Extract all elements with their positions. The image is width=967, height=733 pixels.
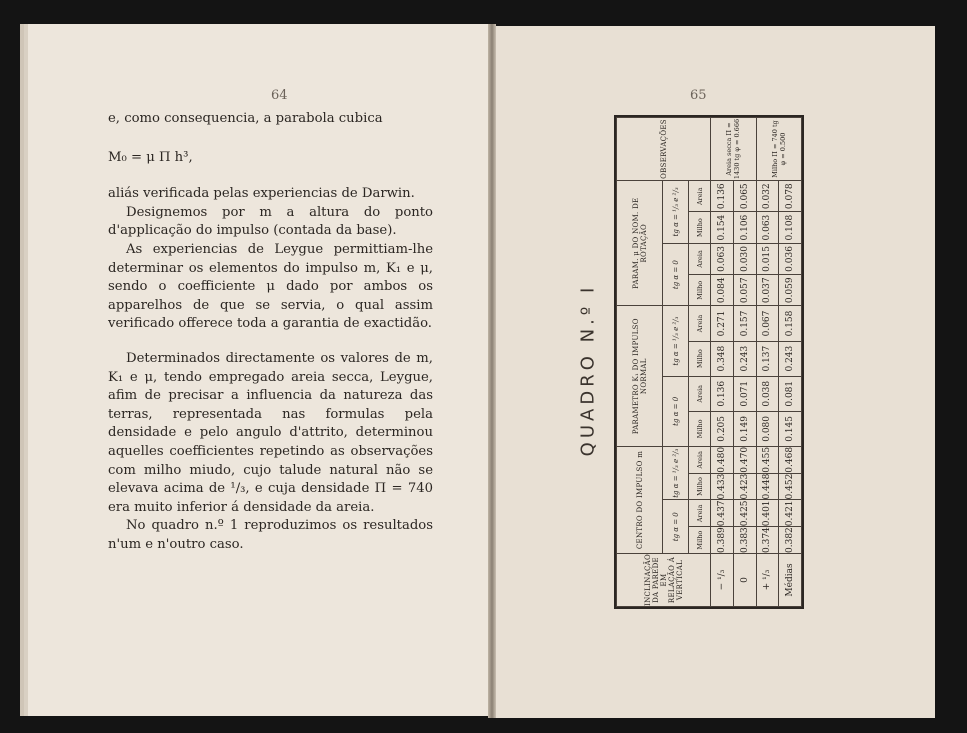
table-row (756, 118, 779, 607)
table-cell: 0.106 (733, 212, 756, 243)
paragraph: No quadro n.º 1 reproduzimos os resultados n'um e n'outro caso. (108, 518, 433, 552)
table-cell: 0.157 (733, 306, 756, 341)
table-cell: 0.081 (779, 376, 802, 411)
table-cell: 0.158 (779, 306, 802, 341)
table-cell: 0.243 (733, 341, 756, 376)
table-cell: 0.455 (756, 446, 779, 473)
table-row (711, 118, 734, 607)
subheader: tg α = ¹/₃ e ²/₃ (663, 181, 689, 244)
table-cell: 0.448 (756, 473, 779, 500)
table-cell: 0.423 (733, 473, 756, 500)
col-label: Milho (689, 212, 711, 243)
table-cell: 0.030 (733, 243, 756, 274)
table-cell: 0.271 (711, 306, 734, 341)
table-cell: 0.145 (779, 411, 802, 446)
header-mu: PARAM. μ DO NOM. DE ROTAÇÃO (617, 181, 663, 306)
table-cell: 0.382 (779, 527, 802, 554)
page-number-right: 65 (690, 88, 707, 103)
text-line: e, como consequencia, a parabola cubica (108, 111, 383, 126)
table-cell: 0.425 (733, 500, 756, 527)
table-row (733, 118, 756, 607)
paragraph: As experiencias de Leygue permittiam-lhe determinar os elementos do impulso m, K₁ e μ, sendo o coefficiente μ dado por ambos os apparelhos de que se servia, o qual assim verificado offerece toda a garantia de exactidão. (108, 241, 433, 332)
table-cell: 0.383 (733, 527, 756, 554)
row-label: + ¹/₃ (756, 554, 779, 607)
col-label: Milho (689, 275, 711, 306)
paragraph: Determinados directamente os valores de m, K₁ e μ, tendo empregado areia secca, Leygue, afim de precisar a influencia da natureza das terras, representada nas formulas pela densidade e pelo angulo d'attrito, determinou aquelles coefficientes repetindo as observações com milho miudo, cujo talude natural não se elevava acima de ¹/₃, e cuja densidade Π = 740 era muito inferior á densidade da areia. (108, 350, 433, 515)
table-cell: 0.078 (779, 181, 802, 212)
subheader: tg α = ¹/₃ e ²/₃ (663, 446, 689, 500)
col-label: Milho (689, 341, 711, 376)
table-cell: 0.067 (756, 306, 779, 341)
table-cell: 0.015 (756, 243, 779, 274)
header-centro: CENTRO DO IMPULSO m (617, 446, 663, 553)
row-label: − ¹/₃ (711, 554, 734, 607)
col-label: Milho (689, 411, 711, 446)
table-cell: 0.468 (779, 446, 802, 473)
table-title: QUADRO N.º I (577, 283, 599, 457)
table-cell: 0.243 (779, 341, 802, 376)
obs-milho: Milho Π = 740 tg φ = 0.500 (756, 118, 802, 181)
table-cell: 0.374 (756, 527, 779, 554)
obs-areia: Areia secca Π = 1430 tg φ = 0.666 (711, 118, 757, 181)
table-cell: 0.205 (711, 411, 734, 446)
subheader: tg α = ¹/₃ e ²/₃ (663, 306, 689, 376)
col-label: Areia (689, 243, 711, 274)
row-label: Médias (779, 554, 802, 607)
header-obs: OBSERVAÇÕES (617, 118, 711, 181)
table-cell: 0.036 (779, 243, 802, 274)
book-gutter (488, 24, 496, 718)
left-page-text (108, 110, 433, 554)
paragraph: aliás verificada pelas experiencias de Darwin. (108, 186, 415, 202)
table-cell: 0.038 (756, 376, 779, 411)
col-label: Areia (689, 306, 711, 341)
header-k1: PARAMETRO K₁ DO IMPULSO NORMAL (617, 306, 663, 447)
table-cell: 0.480 (711, 446, 734, 473)
table-cell: 0.084 (711, 275, 734, 306)
table-cell: 0.401 (756, 500, 779, 527)
formula: M₀ = μ Π h³, (108, 149, 193, 165)
col-label: Areia (689, 446, 711, 473)
table-cell: 0.433 (711, 473, 734, 500)
table-cell: 0.063 (756, 212, 779, 243)
col-label: Areia (689, 500, 711, 527)
col-label: Milho (689, 527, 711, 554)
col-label: Areia (689, 181, 711, 212)
row-label: 0 (733, 554, 756, 607)
table-cell: 0.071 (733, 376, 756, 411)
table-cell: 0.470 (733, 446, 756, 473)
table-cell: 0.037 (756, 275, 779, 306)
table-cell: 0.437 (711, 500, 734, 527)
paragraph: Designemos por m a altura do ponto d'applicação do impulso (contada da base). (108, 204, 433, 239)
subheader: tg α = 0 (663, 376, 689, 446)
table-cell: 0.065 (733, 181, 756, 212)
table-cell: 0.136 (711, 376, 734, 411)
data-table-frame (614, 115, 804, 609)
table-cell: 0.059 (779, 275, 802, 306)
table-cell: 0.389 (711, 527, 734, 554)
page-number-left: 64 (271, 88, 288, 103)
table-cell: 0.136 (711, 181, 734, 212)
table-cell: 0.137 (756, 341, 779, 376)
subheader: tg α = 0 (663, 500, 689, 554)
header-inclination: INCLINAÇÃO DA PAREDE EM RELAÇÃO Á VERTICAL (617, 554, 711, 607)
subheader: tg α = 0 (663, 243, 689, 306)
table-cell: 0.032 (756, 181, 779, 212)
table-cell: 0.154 (711, 212, 734, 243)
table-cell: 0.149 (733, 411, 756, 446)
table-cell: 0.452 (779, 473, 802, 500)
table-cell: 0.348 (711, 341, 734, 376)
table-cell: 0.080 (756, 411, 779, 446)
table-cell: 0.421 (779, 500, 802, 527)
table-cell: 0.057 (733, 275, 756, 306)
col-label: Milho (689, 473, 711, 500)
table-cell: 0.063 (711, 243, 734, 274)
table-row-medias (779, 118, 802, 607)
col-label: Areia (689, 376, 711, 411)
data-table (616, 117, 802, 607)
table-cell: 0.108 (779, 212, 802, 243)
